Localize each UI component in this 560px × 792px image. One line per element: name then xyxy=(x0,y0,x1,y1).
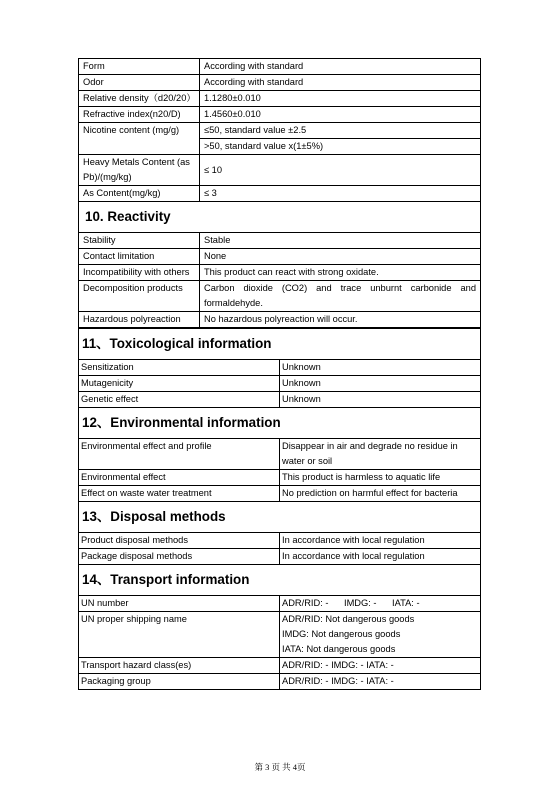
table-row xyxy=(79,265,481,281)
table-row xyxy=(79,376,481,392)
sds-page-content xyxy=(78,58,481,690)
property-key: Heavy Metals Content (as Pb)/(mg/kg) xyxy=(79,155,200,186)
disposal-key: Package disposal methods xyxy=(79,549,280,565)
environmental-key: Environmental effect xyxy=(79,470,280,486)
transport-value: ADR/RID: - IMDG: - IATA: - xyxy=(280,596,481,612)
information-table xyxy=(78,328,481,690)
table-row xyxy=(79,233,481,249)
toxicological-key: Sensitization xyxy=(79,360,280,376)
property-value: ≤ 10 xyxy=(200,155,481,186)
environmental-key: Effect on waste water treatment xyxy=(79,486,280,502)
table-row xyxy=(79,470,481,486)
section-heading-row xyxy=(79,502,481,533)
property-value: 1.4560±0.010 xyxy=(200,107,481,123)
property-key: Refractive index(n20/D) xyxy=(79,107,200,123)
table-row xyxy=(79,155,481,186)
toxicological-value: Unknown xyxy=(280,376,481,392)
reactivity-key: Incompatibility with others xyxy=(79,265,200,281)
section-title-toxicological: 11、Toxicological information xyxy=(79,329,481,360)
transport-key: Transport hazard class(es) xyxy=(79,658,280,674)
environmental-value: Disappear in air and degrade no residue in water or soil xyxy=(280,439,481,470)
section-heading-row xyxy=(79,565,481,596)
table-row xyxy=(79,123,481,139)
property-value: 1.1280±0.010 xyxy=(200,91,481,107)
table-row xyxy=(79,186,481,202)
table-row xyxy=(79,392,481,408)
reactivity-value: Carbon dioxide (CO2) and trace unburnt carbonide and formaldehyde. xyxy=(200,281,481,312)
section-heading-row xyxy=(79,408,481,439)
table-row xyxy=(79,439,481,470)
transport-key: Packaging group xyxy=(79,674,280,690)
table-row xyxy=(79,91,481,107)
transport-key: UN number xyxy=(79,596,280,612)
property-value: ≤ 3 xyxy=(200,186,481,202)
environmental-value: No prediction on harmful effect for bacteria xyxy=(280,486,481,502)
table-row xyxy=(79,75,481,91)
toxicological-key: Genetic effect xyxy=(79,392,280,408)
table-row xyxy=(79,107,481,123)
property-key: Odor xyxy=(79,75,200,91)
toxicological-value: Unknown xyxy=(280,392,481,408)
reactivity-value: Stable xyxy=(200,233,481,249)
table-row xyxy=(79,360,481,376)
property-key: As Content(mg/kg) xyxy=(79,186,200,202)
transport-value: IATA: Not dangerous goods xyxy=(280,642,481,658)
section-title-transport: 14、Transport information xyxy=(79,565,481,596)
reactivity-key: Hazardous polyreaction xyxy=(79,312,200,328)
table-row xyxy=(79,281,481,312)
property-value: >50, standard value x(1±5%) xyxy=(200,139,481,155)
transport-key: UN proper shipping name xyxy=(79,612,280,658)
table-row xyxy=(79,312,481,328)
table-row xyxy=(79,612,481,628)
section-title-reactivity: 10. Reactivity xyxy=(79,202,481,233)
environmental-key: Environmental effect and profile xyxy=(79,439,280,470)
table-row xyxy=(79,249,481,265)
reactivity-value: None xyxy=(200,249,481,265)
table-row xyxy=(79,674,481,690)
property-key: Form xyxy=(79,59,200,75)
reactivity-value: This product can react with strong oxidate. xyxy=(200,265,481,281)
toxicological-value: Unknown xyxy=(280,360,481,376)
table-row xyxy=(79,549,481,565)
table-row xyxy=(79,596,481,612)
reactivity-value: No hazardous polyreaction will occur. xyxy=(200,312,481,328)
disposal-value: In accordance with local regulation xyxy=(280,549,481,565)
environmental-value: This product is harmless to aquatic life xyxy=(280,470,481,486)
page-number-footer: 第 3 页 共 4页 xyxy=(254,762,306,772)
property-value: According with standard xyxy=(200,59,481,75)
disposal-value: In accordance with local regulation xyxy=(280,533,481,549)
transport-value: IMDG: Not dangerous goods xyxy=(280,627,481,642)
table-row xyxy=(79,533,481,549)
section-heading-row xyxy=(79,202,481,233)
section-heading-row xyxy=(79,329,481,360)
section-title-environmental: 12、Environmental information xyxy=(79,408,481,439)
property-key: Relative density（d20/20） xyxy=(79,91,200,107)
properties-table xyxy=(78,58,481,328)
toxicological-key: Mutagenicity xyxy=(79,376,280,392)
reactivity-key: Contact limitation xyxy=(79,249,200,265)
section-title-disposal: 13、Disposal methods xyxy=(79,502,481,533)
reactivity-key: Decomposition products xyxy=(79,281,200,312)
table-row xyxy=(79,59,481,75)
transport-value: ADR/RID: Not dangerous goods xyxy=(280,612,481,628)
property-value: ≤50, standard value ±2.5 xyxy=(200,123,481,139)
transport-value: ADR/RID: - IMDG: - IATA: - xyxy=(280,674,481,690)
property-value: According with standard xyxy=(200,75,481,91)
table-row xyxy=(79,658,481,674)
reactivity-key: Stability xyxy=(79,233,200,249)
disposal-key: Product disposal methods xyxy=(79,533,280,549)
property-key: Nicotine content (mg/g) xyxy=(79,123,200,155)
transport-value: ADR/RID: - IMDG: - IATA: - xyxy=(280,658,481,674)
table-row xyxy=(79,486,481,502)
